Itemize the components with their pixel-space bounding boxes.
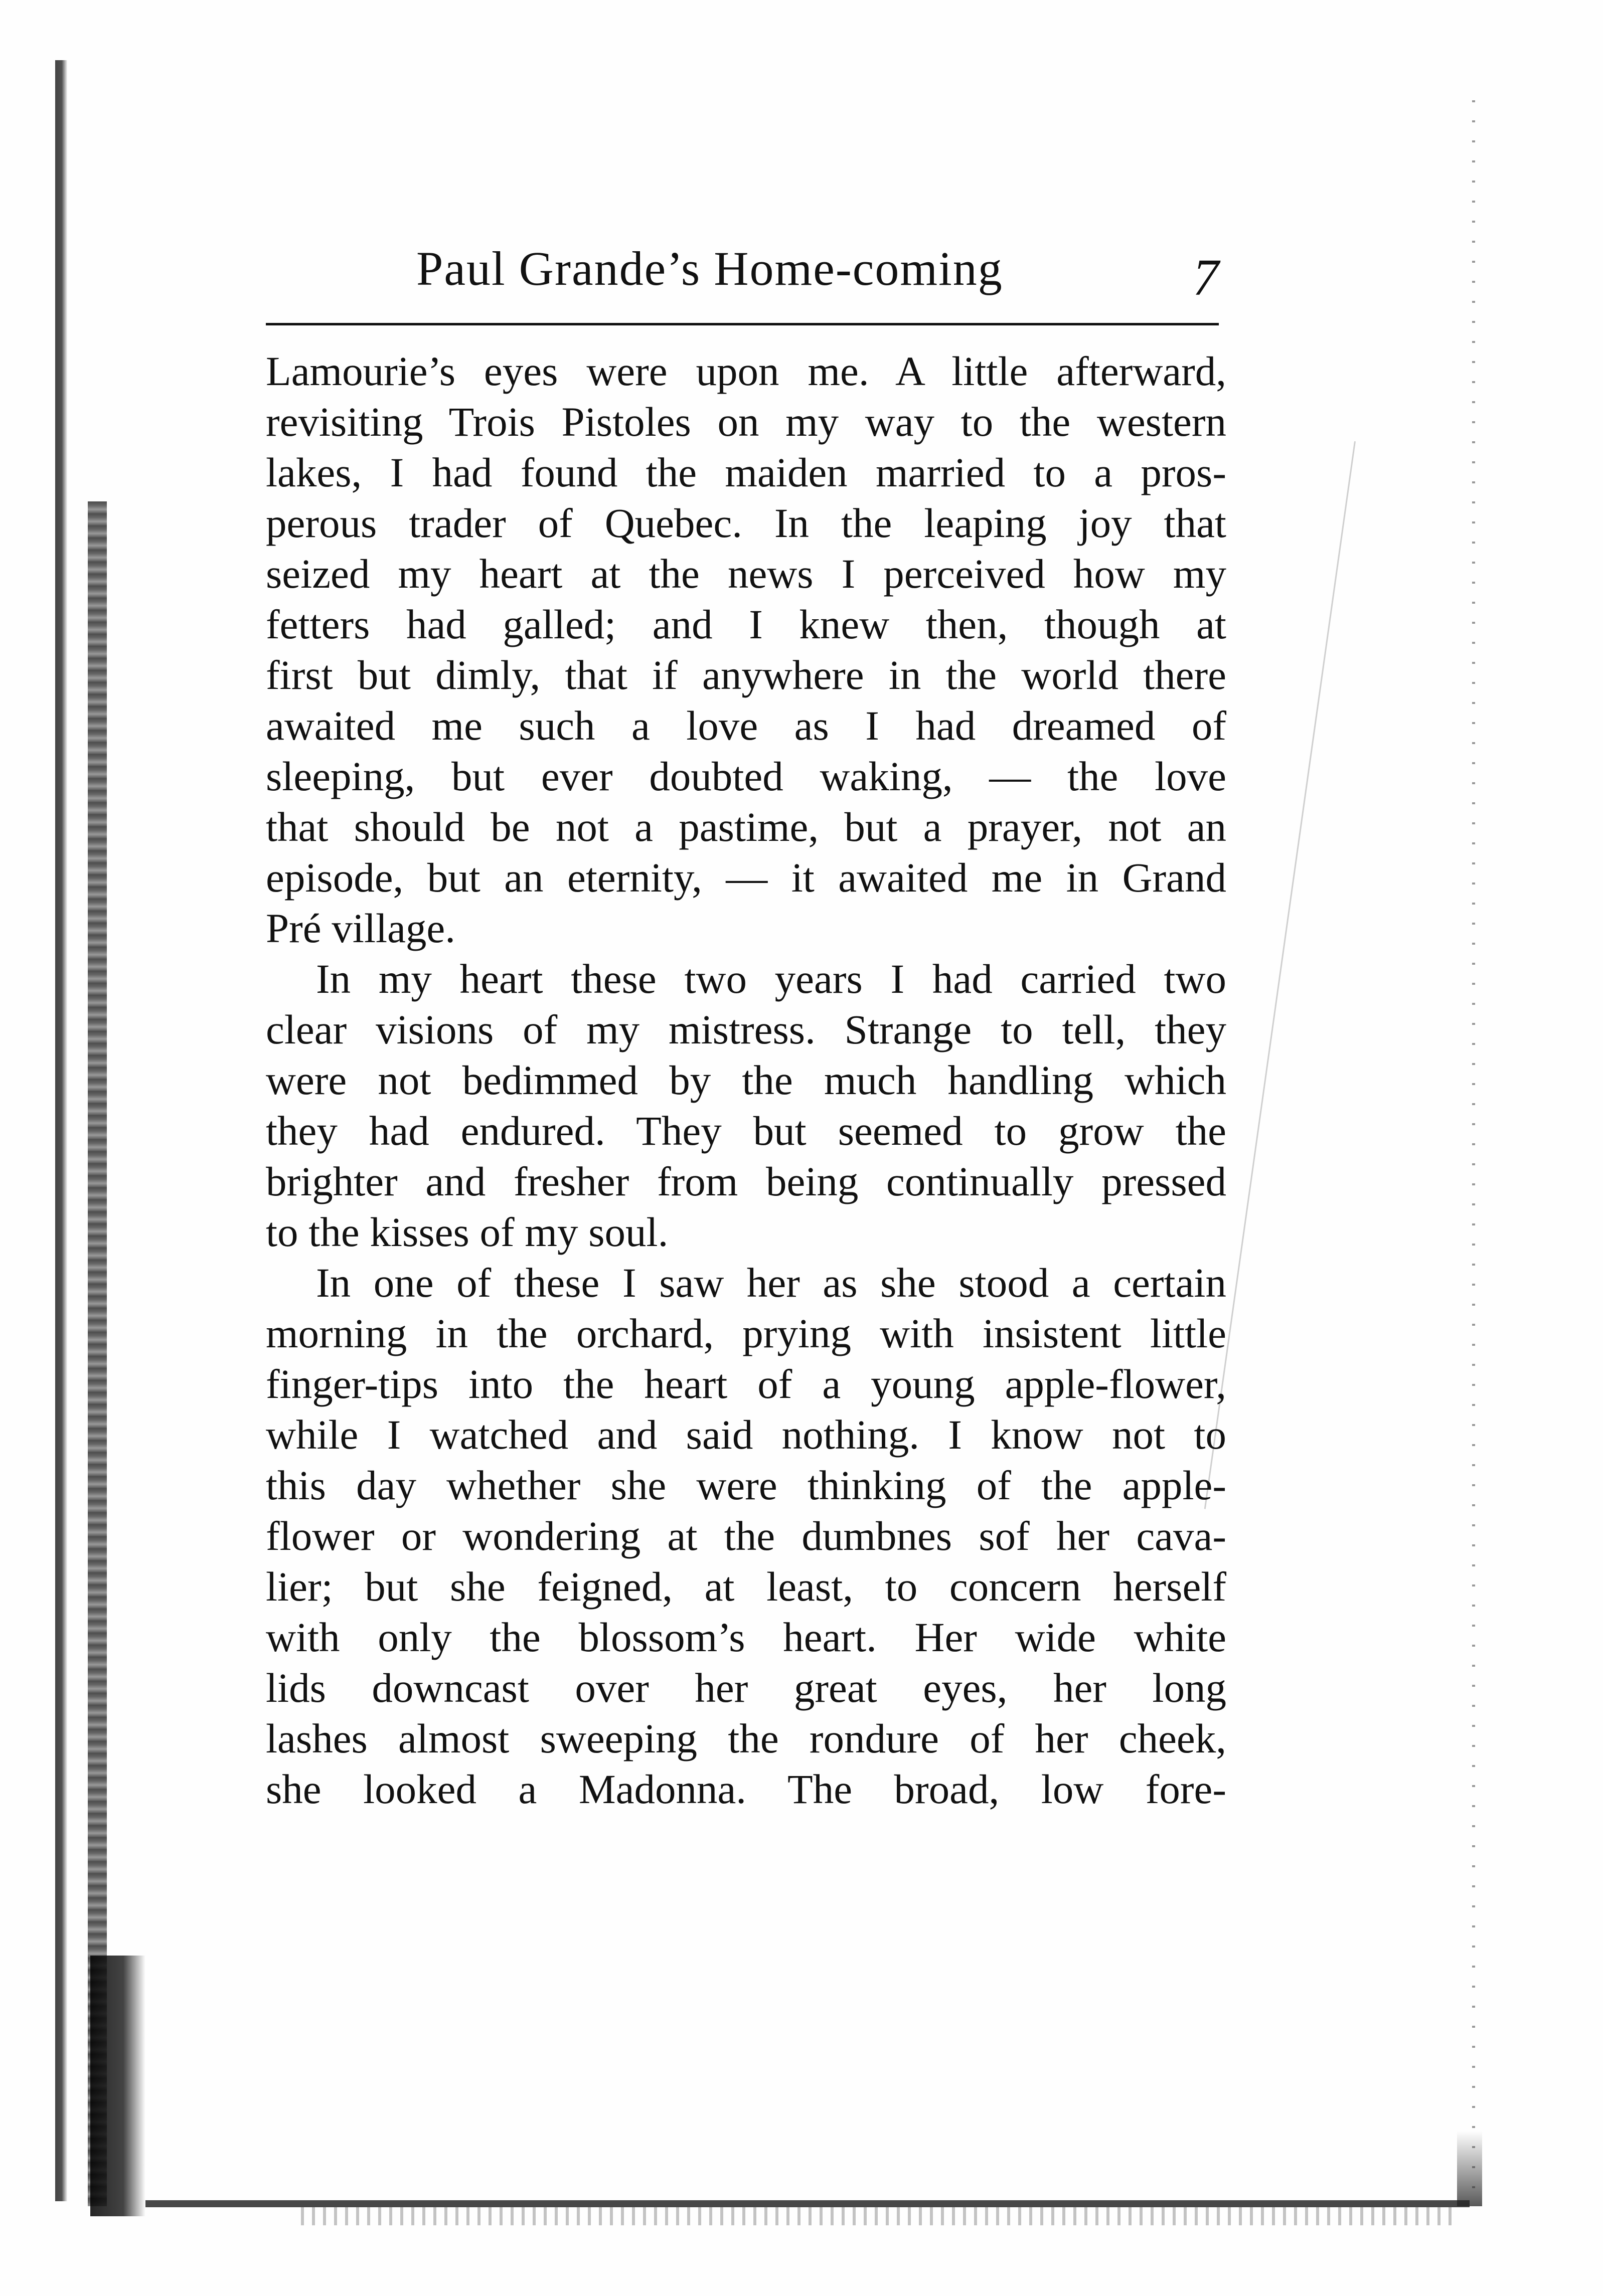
scan-binding-shadow-bottom <box>90 1956 145 2216</box>
scan-right-corner <box>1457 2131 1482 2206</box>
text-line: In one of these I saw her as she stood a certain <box>316 1260 1226 1306</box>
text-line: finger-tips into the heart of a young apple-flower, <box>266 1361 1226 1407</box>
scan-bottom-edge <box>145 2200 1470 2207</box>
text-line: awaited me such a love as I had dreamed of <box>266 702 1226 749</box>
text-line: flower or wondering at the dumbnes sof her cava- <box>266 1513 1226 1559</box>
text-line: clear visions of my mistress. Strange to tell, they <box>266 1006 1226 1052</box>
text-line: fetters had galled; and I knew then, though at <box>266 601 1226 647</box>
scan-right-streak <box>1204 441 1356 1509</box>
text-line: sleeping, but ever doubted waking, — the love <box>266 753 1226 799</box>
text-line: Lamourie’s eyes were upon me. A little afterward, <box>266 348 1226 394</box>
text-line: were not bedimmed by the much handling which <box>266 1057 1226 1103</box>
text-line: first but dimly, that if anywhere in the world there <box>266 652 1226 698</box>
text-line: lids downcast over her great eyes, her long <box>266 1665 1226 1711</box>
scan-right-edge <box>1472 100 1475 2206</box>
text-line: she looked a Madonna. The broad, low fore- <box>266 1766 1226 1812</box>
text-line: that should be not a pastime, but a prayer, not an <box>266 804 1226 850</box>
scan-bottom-noise <box>301 2207 1455 2225</box>
text-line: with only the blossom’s heart. Her wide white <box>266 1614 1226 1660</box>
text-line: lier; but she feigned, at least, to concern herself <box>266 1563 1226 1610</box>
text-line: morning in the orchard, prying with insistent little <box>266 1310 1226 1356</box>
text-line: In my heart these two years I had carried two <box>316 956 1226 1002</box>
text-line: to the kisses of my soul. <box>266 1209 669 1255</box>
running-head <box>266 241 1219 316</box>
text-line: they had endured. They but seemed to grow the <box>266 1108 1226 1154</box>
text-line: brighter and fresher from being continually pressed <box>266 1158 1226 1204</box>
text-line: episode, but an eternity, — it awaited me in Grand <box>266 854 1226 901</box>
text-line: perous trader of Quebec. In the leaping joy that <box>266 500 1226 546</box>
running-title: Paul Grande’s Home-coming <box>416 242 1003 295</box>
text-line: lakes, I had found the maiden married to a pros- <box>266 449 1226 495</box>
header-rule <box>266 323 1219 325</box>
text-line: seized my heart at the news I perceived how my <box>266 551 1226 597</box>
scan-binding-shadow <box>88 501 107 2206</box>
text-line: this day whether she were thinking of the apple- <box>266 1462 1226 1508</box>
body-text <box>266 346 1226 1815</box>
scan-left-edge <box>55 60 67 2201</box>
text-line: Pré village. <box>266 905 455 951</box>
text-line: lashes almost sweeping the rondure of her cheek, <box>266 1715 1226 1761</box>
page-number: 7 <box>1193 249 1219 306</box>
text-line: revisiting Trois Pistoles on my way to the western <box>266 399 1226 445</box>
text-line: while I watched and said nothing. I know not to <box>266 1411 1226 1458</box>
